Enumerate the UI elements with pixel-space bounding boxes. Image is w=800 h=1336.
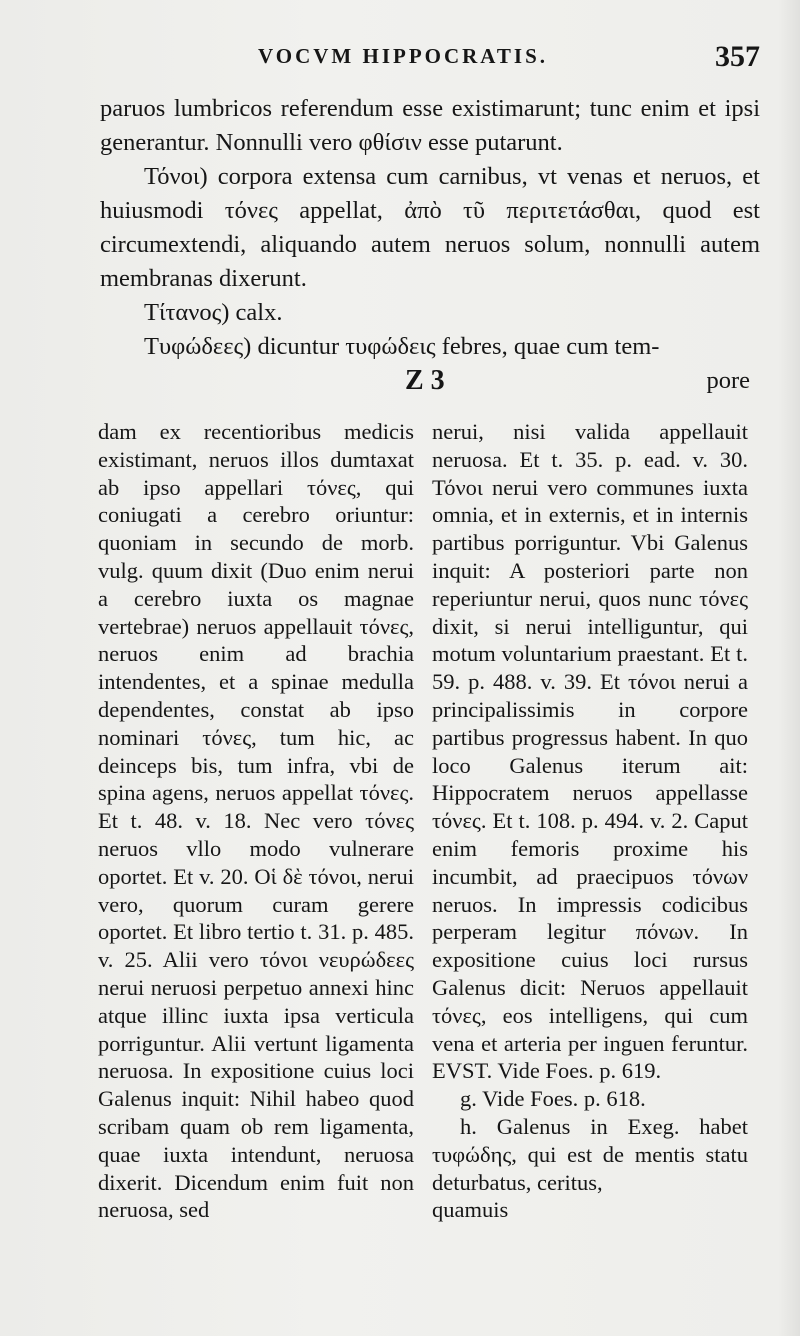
scan-shadow-edge <box>778 0 800 1336</box>
entry-titanos: Τίτανος) calx. <box>144 299 283 326</box>
signature-mark: Z 3 <box>405 365 445 396</box>
footnote-left-text: dam ex recentioribus medicis existimant, neruos illos dumtaxat ab ipso appellari τόνες, qui coniugati a cerebro oriuntur: quoniam in secundo de morb. vulg. quum dixit (Duo enim nerui a cerebro iuxta os magnae vertebrae) neruos appellauit τόνες, neruos enim ad brachia intendentes, et a spinae medulla dependentes, constat ab ipso nominari τόνες, tum hic, ac deinceps bis, tum infra, vbi de spina agens, neruos appellat τόνες. Et t. 48. v. 18. Nec vero τόνες neruos vllo modo vulnerare oportet. Et v. 20. Οἱ δὲ τόνοι, nerui vero, quorum curam gerere oportet. Et libro tertio t. 31. p. 485. v. 25. Alii vero τόνοι νευρώδεες nerui neruosi perpetuo annexi hinc atque illinc iuxta ipsa verticula porriguntur. Alii vertunt ligamenta neruosa. In expositione cuius loci Galenus inquit: Nihil habeo quod scribam quam ob rem ligamenta, quae iuxta intendunt, neruosa dixerit. Dicendum enim fuit non neruosa, sed <box>98 419 414 1223</box>
signature-line <box>100 364 760 398</box>
footnote-g: g. Vide Foes. p. 618. <box>460 1086 646 1112</box>
main-paragraph-1: paruos lumbricos referendum esse existimarunt; tunc enim et ipsi generantur. Nonnulli vero φθίσιν esse putarunt. <box>100 95 760 156</box>
main-text <box>100 92 760 398</box>
footnotes-right-column <box>432 418 748 1224</box>
footnote-catchword: quamuis <box>432 1197 509 1223</box>
entry-tonoi: Τόνοι) corpora extensa cum carnibus, vt venas et neruos, et huiusmodi τόνες appellat, ἀπὸ τῦ περιτετάσθαι, quod est circumextendi, aliquando autem neruos solum, nonnulli autem membranas dixerunt. <box>100 163 760 292</box>
entry-typhodees: Τυφώδεες) dicuntur τυφώδεις febres, quae cum tem- <box>144 333 660 360</box>
running-title: VOCVM HIPPOCRATIS. <box>258 44 549 68</box>
page-header <box>100 40 760 80</box>
footnote-h: h. Galenus in Exeg. habet τυφώδης, qui est de mentis statu deturbatus, ceritus, <box>432 1113 748 1195</box>
main-catchword: pore <box>706 367 750 394</box>
page-number: 357 <box>715 40 760 73</box>
footnote-right-text: nerui, nisi valida appellauit neruosa. Et t. 35. p. ead. v. 30. Τόνοι nerui vero communes iuxta omnia, et in externis, et in internis partibus porriguntur. Vbi Galenus inquit: A posteriori parte non reperiuntur nerui, quos nunc τόνες dixit, si nerui intelliguntur, qui motum voluntarium praestant. Et t. 59. p. 488. v. 39. Et τόνοι nerui a principalissimis in corpore partibus progressus habent. In quo loco Galenus iterum ait: Hippocratem neruos appellasse τόνες. Et t. 108. p. 494. v. 2. Caput enim femoris proxime his incumbit, ad praecipuos τόνων neruos. In impressis codicibus perperam legitur πόνων. In expositione cuius loci rursus Galenus dicit: Neruos appellauit τόνες, eos intelligens, qui cum vena et arteria per inguen feruntur. EVST. Vide Foes. p. 619. <box>432 419 748 1084</box>
footnotes-left-column <box>98 418 414 1224</box>
